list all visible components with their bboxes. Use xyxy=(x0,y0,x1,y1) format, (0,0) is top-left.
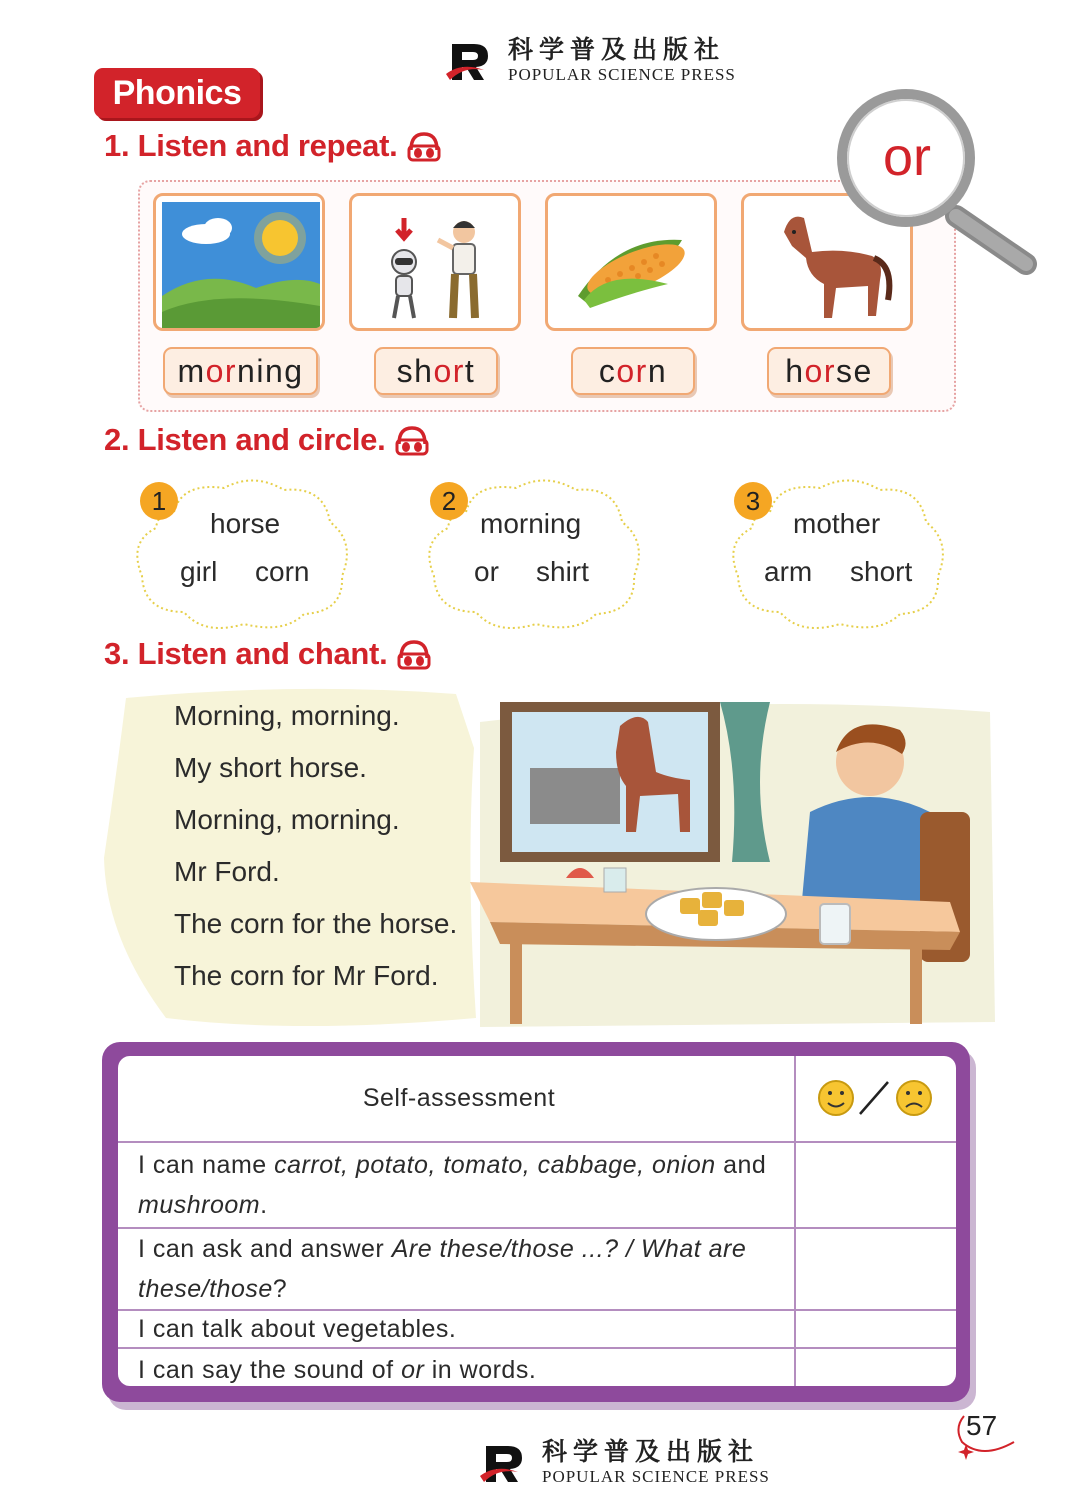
section3-title xyxy=(104,636,431,672)
short-robot-and-boy-icon xyxy=(352,196,518,328)
word-pill-morning xyxy=(163,347,318,395)
headphones-icon[interactable] xyxy=(407,130,441,162)
chant-line: The corn for the horse. xyxy=(174,908,458,939)
sad-face-icon xyxy=(897,1081,931,1115)
chant-line: My short horse. xyxy=(174,752,367,783)
self-assessment-title: Self-assessment xyxy=(118,1056,795,1142)
section2-title xyxy=(104,422,429,458)
chant-line: The corn for Mr Ford. xyxy=(174,960,439,991)
circle-option[interactable]: shirt xyxy=(536,556,589,587)
headphones-icon[interactable] xyxy=(395,424,429,456)
circle-option[interactable]: girl xyxy=(180,556,218,587)
rating-header xyxy=(795,1056,956,1142)
focus-sound-text: or xyxy=(882,127,931,187)
assessment-row-4 xyxy=(118,1348,795,1386)
word-pill-horse xyxy=(767,347,891,395)
text: . xyxy=(260,1191,268,1219)
word-part: m xyxy=(177,353,206,389)
chant-line: Morning, morning. xyxy=(174,804,400,835)
text: I can ask and answer xyxy=(138,1235,392,1263)
rating-cell[interactable] xyxy=(795,1348,956,1386)
publisher-mark-icon xyxy=(444,34,496,86)
section2-title-text: 2. Listen and circle. xyxy=(104,422,386,457)
rating-faces xyxy=(796,1056,956,1134)
circle-option[interactable]: corn xyxy=(255,556,310,587)
circle-option[interactable]: mother xyxy=(793,508,881,539)
rating-cell[interactable] xyxy=(795,1310,956,1348)
text-italic: or xyxy=(401,1356,425,1384)
cloud-number-badge: 3 xyxy=(734,482,772,520)
text-italic: carrot, potato, tomato, cabbage, onion xyxy=(274,1151,716,1179)
publisher-logo-top xyxy=(444,34,736,86)
morning-sun-landscape-icon xyxy=(156,196,322,328)
text: I can say the sound of xyxy=(138,1356,402,1384)
corn-cob-icon xyxy=(548,196,714,328)
section1-title xyxy=(104,128,441,164)
section1-title-text: 1. Listen and repeat. xyxy=(104,128,398,163)
section3-title-text: 3. Listen and chant. xyxy=(104,636,388,671)
word-part: n xyxy=(647,353,668,389)
picture-card-corn xyxy=(545,193,717,331)
publisher-mark-icon xyxy=(478,1436,530,1488)
text-italic: Are these/those ...? / What are these/those xyxy=(138,1235,747,1303)
text-italic: mushroom xyxy=(138,1191,261,1219)
rating-cell[interactable] xyxy=(795,1228,956,1310)
word-highlight: or xyxy=(205,353,238,389)
publisher-name-en: POPULAR SCIENCE PRESS xyxy=(508,65,736,84)
breakfast-scene-illustration xyxy=(470,682,1000,1032)
rating-cell[interactable] xyxy=(795,1142,956,1228)
publisher-name-zh: 科学普及出版社 xyxy=(508,35,726,64)
word-part: h xyxy=(785,353,805,389)
word-highlight: or xyxy=(616,353,648,389)
assessment-row-3 xyxy=(118,1310,795,1348)
publisher-logo-bottom xyxy=(478,1436,770,1488)
text: I can name xyxy=(138,1151,275,1179)
picture-card-morning xyxy=(153,193,325,331)
text: and xyxy=(715,1151,767,1179)
headphones-icon[interactable] xyxy=(397,638,431,670)
circle-option[interactable]: horse xyxy=(210,508,281,539)
cloud-number-badge: 2 xyxy=(430,482,468,520)
word-part: se xyxy=(835,353,873,389)
assessment-row-1 xyxy=(118,1142,795,1228)
text: I can talk about vegetables. xyxy=(138,1314,457,1343)
publisher-name-zh: 科学普及出版社 xyxy=(542,1437,760,1466)
circle-option[interactable]: or xyxy=(474,556,499,587)
circle-option[interactable]: short xyxy=(850,556,913,587)
chant-line: Morning, morning. xyxy=(174,700,400,731)
text: in words. xyxy=(424,1356,537,1384)
self-assessment-table xyxy=(118,1056,956,1386)
circle-option[interactable]: arm xyxy=(764,556,813,587)
text: ? xyxy=(272,1275,288,1303)
word-part: c xyxy=(598,353,617,389)
word-part: sh xyxy=(396,353,434,389)
cloud-number-badge: 1 xyxy=(140,482,178,520)
word-pill-short xyxy=(374,347,498,395)
chant-line: Mr Ford. xyxy=(174,856,280,887)
word-pill-corn xyxy=(571,347,695,395)
word-part: t xyxy=(464,353,476,389)
word-highlight: or xyxy=(433,353,465,389)
smiley-face-icon xyxy=(819,1081,853,1115)
page-number: 57 xyxy=(966,1410,998,1441)
assessment-row-2 xyxy=(118,1228,795,1310)
picture-card-short xyxy=(349,193,521,331)
word-part: ning xyxy=(237,353,304,389)
phonics-tag: Phonics xyxy=(94,68,260,118)
publisher-name-en: POPULAR SCIENCE PRESS xyxy=(542,1467,770,1486)
circle-option[interactable]: morning xyxy=(480,508,582,539)
word-highlight: or xyxy=(804,353,836,389)
